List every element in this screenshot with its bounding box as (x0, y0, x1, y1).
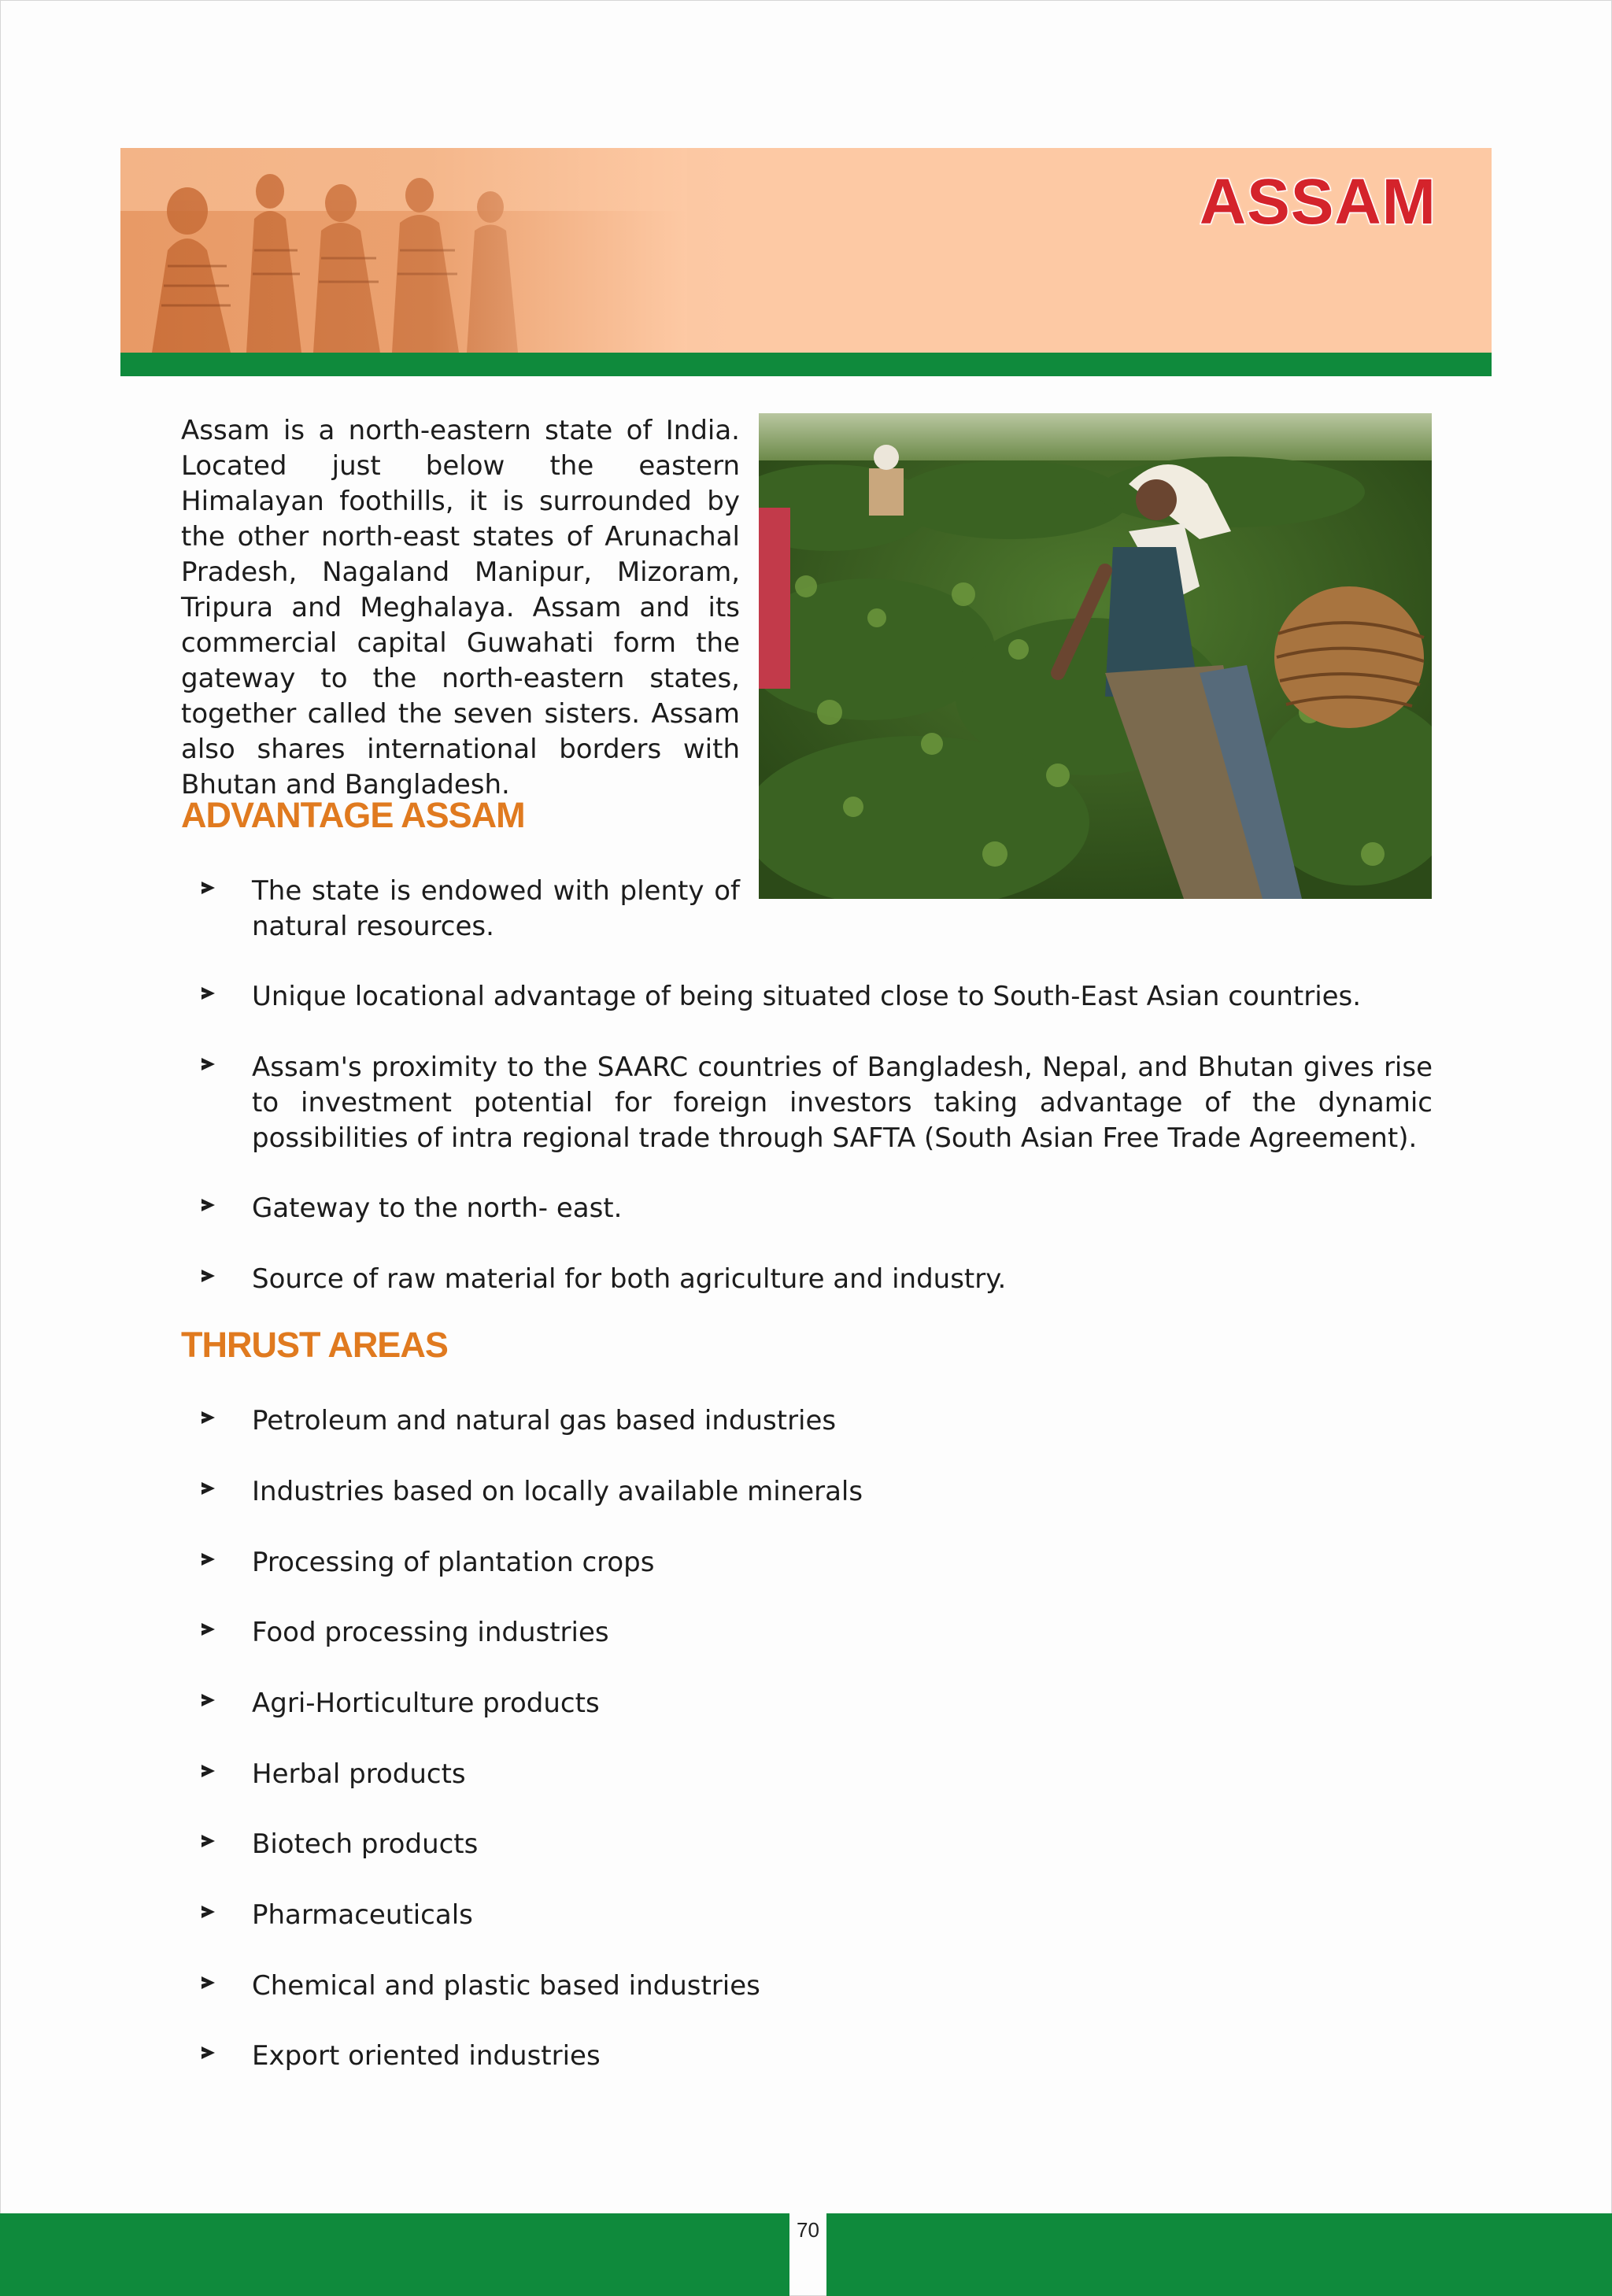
dancers-banner-image (120, 148, 687, 353)
thrust-item-text: Chemical and plastic based industries (252, 1970, 760, 2002)
bullet-arrow-icon (202, 1199, 215, 1211)
advantage-item-text: Gateway to the north- east. (252, 1192, 623, 1224)
thrust-item-5 (181, 1686, 1433, 1721)
thrust-item-text: Pharmaceuticals (252, 1899, 473, 1931)
advantage-item-text: The state is endowed with plenty of natural resources. (252, 875, 740, 942)
advantage-item-text: Source of raw material for both agriculture and industry. (252, 1263, 1007, 1295)
bullet-arrow-icon (202, 1411, 215, 1424)
tea-garden-image (759, 413, 1432, 899)
bullet-arrow-icon (202, 1976, 215, 1989)
bullet-arrow-icon (202, 1694, 215, 1706)
tea-pickers-photo (759, 413, 1432, 899)
bullet-arrow-icon (202, 1270, 215, 1282)
bullet-arrow-icon (202, 1058, 215, 1070)
bullet-arrow-icon (202, 1835, 215, 1847)
thrust-item-text: Herbal products (252, 1758, 466, 1790)
page-title: ASSAM (1199, 166, 1436, 238)
thrust-item-8 (181, 1898, 1433, 1933)
thrust-item-9 (181, 1969, 1433, 2004)
thrust-item-1 (181, 1403, 1433, 1439)
advantage-item-3 (181, 1050, 1433, 1156)
thrust-item-text: Industries based on locally available minerals (252, 1476, 863, 1507)
advantage-item-1 (181, 874, 740, 945)
footer-green-bar-left (0, 2213, 789, 2296)
thrust-item-4 (181, 1615, 1433, 1651)
bullet-arrow-icon (202, 1765, 215, 1777)
thrust-item-7 (181, 1827, 1433, 1862)
bullet-arrow-icon (202, 1906, 215, 1918)
bullet-arrow-icon (202, 1482, 215, 1495)
bullet-arrow-icon (202, 2046, 215, 2059)
thrust-heading: THRUST AREAS (181, 1325, 448, 1365)
advantage-item-2 (181, 979, 1433, 1015)
bullet-arrow-icon (202, 987, 215, 1000)
thrust-item-6 (181, 1757, 1433, 1792)
thrust-item-10 (181, 2039, 1433, 2074)
advantage-heading: ADVANTAGE ASSAM (181, 795, 525, 835)
thrust-item-text: Biotech products (252, 1828, 479, 1860)
intro-paragraph: Assam is a north-eastern state of India. Located just below the eastern Himalayan foothills, it is surrounded by the other north-east states of Arunachal Pradesh, Nagaland Manipur, Mizoram, Tripura and Meghalaya. Assam and its commercial capital Guwahati form the gateway to the north-eastern states, together called the seven sisters. Assam also shares international borders with Bhutan and Bangladesh. (181, 415, 740, 800)
advantage-item-5 (181, 1262, 1433, 1297)
thrust-item-2 (181, 1474, 1433, 1510)
thrust-item-text: Agri-Horticulture products (252, 1688, 600, 1719)
bullet-arrow-icon (202, 1623, 215, 1636)
bullet-arrow-icon (202, 882, 215, 894)
footer-green-bar-right (826, 2213, 1612, 2296)
bullet-arrow-icon (202, 1553, 215, 1566)
advantage-item-4 (181, 1191, 1433, 1226)
header-green-rule (120, 353, 1492, 376)
page-number: 70 (797, 2218, 819, 2242)
thrust-item-3 (181, 1545, 1433, 1581)
thrust-item-text: Petroleum and natural gas based industries (252, 1405, 837, 1436)
thrust-item-text: Food processing industries (252, 1617, 609, 1648)
advantage-item-text: Assam's proximity to the SAARC countries of Bangladesh, Nepal, and Bhutan gives rise to investment potential for foreign investors taking advantage of the dynamic possibilities of intra regional trade through SAFTA (South Asian Free Trade Agreement). (252, 1052, 1433, 1154)
thrust-item-text: Processing of plantation crops (252, 1547, 655, 1578)
header-banner (120, 148, 1492, 353)
thrust-item-text: Export oriented industries (252, 2040, 601, 2072)
advantage-item-text: Unique locational advantage of being situated close to South-East Asian countries. (252, 981, 1362, 1012)
